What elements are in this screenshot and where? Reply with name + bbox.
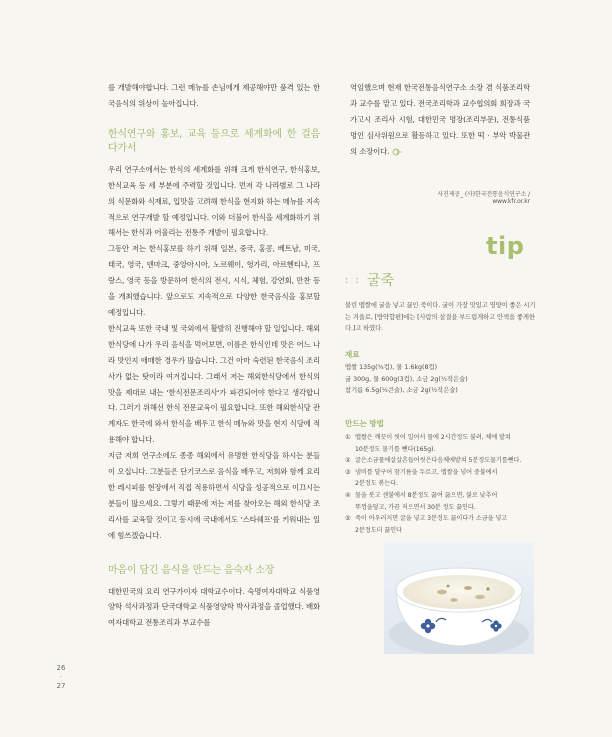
page-number-left: 26 bbox=[56, 664, 66, 672]
step-line: 냄비를 달구어 참기름을 두르고, 멥쌀을 넣어 중불에서 bbox=[355, 468, 498, 476]
step-line: 2분정도 볶는다. bbox=[355, 480, 398, 488]
ingredient-line: 굴 300g, 물 600g(3컵), 소금 2g(½작은술) bbox=[345, 375, 468, 383]
step-line: 멥쌀은 깨끗이 씻어 일어서 물에 2시간정도 불려, 체에 밭쳐 bbox=[355, 434, 511, 441]
method-heading: 만드는 방법 bbox=[345, 419, 384, 428]
tip-title bbox=[345, 270, 394, 290]
section1-paragraph-1: 우리 연구소에서는 한식의 세계화를 위해 크게 한식연구, 한식홍보, 한식교육 등 세 부분에 주력할 것입니다. 먼저 각 나라별로 그 나라의 식문화와 식재료, 입맛을 고려해 한식을 현지화 하는 메뉴를 지속적으로 연구개발 할 예정입니다. 이와 더불어 한식을 세계화하기 위해서는 한식과 어울리는 전통주 개발이 필요합니다. bbox=[108, 164, 320, 238]
ingredients-heading: 재료 bbox=[345, 350, 360, 359]
ingredient-line: 참기름 6.5g(½큰술), 소금 2g(½작은술) bbox=[345, 387, 458, 394]
bio-text: 역임했으며 현재 한국전통음식연구소 소장 겸 식품조리학과 교수를 맡고 있다. 전국조리학과 교수협의회 회장과 국가고시 조리사 시험, 대한민국 명장(조리부문), 전통식품명인 심사위원으로 활동하고 있다. 또한 떡 · 부악 박물관의 소장이다. bbox=[350, 83, 530, 156]
page-numbers bbox=[56, 664, 66, 691]
section1-paragraph-3: 한식교육 또한 국내 및 국외에서 활발히 진행해야 할 일입니다. 해외 한식당에 나가 우리 음식을 먹어보면, 이름은 한식인데 맛은 어느 나라 맛인지 애매한 경우가 많습니다. 그건 아마 숙련된 한국음식 조리사가 없는 탓이라 여겨집니다. 그래서 저는 해외한식당에서 한식의 맛을 제대로 내는 '한식전문조리사'가 파견되어야 한다고 생각합니다. 그러기 위해선 한식 전문교육이 필요합니다. 또한 해외한식당 관계자도 한국에 와서 한식을 배우고 한식 메뉴와 맛을 현지 식당에 적용해야 합니다. bbox=[108, 323, 320, 445]
method-step bbox=[345, 432, 545, 455]
bio-paragraph bbox=[350, 80, 530, 160]
ingredient-line: 멥쌀 135g(¾컵), 물 1.6kg(8컵) bbox=[345, 364, 438, 371]
step-line: 뚜껑을덮고, 가끔 저으면서 30분 정도 끓인다. bbox=[355, 503, 476, 511]
section1-paragraph-4: 지금 저희 연구소에도 종종 해외에서 유명한 한식당을 하시는 분들이 오십니다. 그분들은 단기코스로 음식을 배우고, 저희와 함께 요리한 레시피를 현장에서 직접 적용하면서 식당을 성공적으로 이끄시는 분들이 많으세요. 그렇기 때문에 저는 저를 찾아오는 해외 한식당 조리사를 교육할 것이고 동시에 국내에서도 '스타쉐프'를 키워내는 일에 힘쓰겠습니다. bbox=[108, 451, 320, 540]
tip-description-text: 불린 멥쌀에 굴을 넣고 끓인 죽이다. 굴이 가장 맛있고 영양이 좋은 시기는 겨울로, [방약합편]에는 [사람의 살결을 부드럽게하고 안색을 좋게한다.]고 하였다. bbox=[345, 302, 536, 332]
method-step bbox=[345, 455, 545, 467]
porridge-bowl-illustration bbox=[384, 542, 534, 654]
method-step bbox=[345, 490, 545, 513]
photo-credit: 사진제공_ (사)한국전통음식연구소 / www.kfr.or.kr bbox=[437, 191, 530, 205]
section2-paragraph: 대한민국의 요리 연구가이자 대학교수이다. 숙명여자대학교 식품영양학 석사과정과 단국대학교 식품영양학 박사과정을 졸업했다. 배화여자대학교 전통조리과 부교수를 bbox=[108, 586, 320, 628]
ingredients-list bbox=[345, 362, 545, 397]
tip-description bbox=[345, 300, 537, 335]
section1-heading: 한식연구와 홍보, 교육 등으로 세계화에 한 걸음 다가서 bbox=[108, 128, 320, 154]
oyster-porridge-photo bbox=[384, 542, 534, 654]
step-line: 물을 붓고 센불에서 8분정도 끓여 끓으면, 불로 낮추어 bbox=[355, 491, 498, 499]
step-number: ① bbox=[345, 434, 351, 441]
left-column bbox=[108, 80, 320, 631]
method-steps bbox=[345, 432, 545, 536]
section1-paragraph-2: 그동안 저는 한식홍보를 하기 위해 일본, 중국, 홍콩, 베트남, 미국, 태국, 영국, 덴마크, 중앙아시아, 노르웨이, 헝가리, 아르헨티나, 프랑스, 영국 등을 방문하여 한식의 전시, 시식, 체험, 강연회, 만찬 등을 개최했습니다. 앞으로도 지속적으로 다양한 한국음식을 홍보할 예정입니다. bbox=[108, 244, 320, 317]
step-line: 10분정도 물기를 뺀다(165g). bbox=[355, 445, 436, 453]
step-line: 굴은소금물에살살흔들어씻은다음체에밭쳐 5분정도물기를뺀다. bbox=[355, 457, 522, 465]
method-step bbox=[345, 513, 545, 536]
method-step bbox=[345, 467, 545, 490]
page-number-separator: · bbox=[59, 673, 63, 681]
step-number: ⑤ bbox=[345, 515, 351, 523]
step-line: 죽이 어우러지면 굴을 넣고 3분정도 끓이다가 소금을 넣고 bbox=[355, 515, 508, 523]
step-number: ③ bbox=[345, 468, 351, 476]
step-number: ④ bbox=[345, 491, 351, 499]
right-column-bio bbox=[350, 80, 530, 160]
tip-title-dots: : : bbox=[345, 275, 361, 286]
tip-label: tip bbox=[486, 232, 525, 260]
end-mark-icon bbox=[392, 148, 403, 156]
intro-paragraph: 를 개발해야합니다. 그런 메뉴를 손님에게 제공해야만 품격 있는 한국음식의 위상이 높아집니다. bbox=[108, 83, 320, 108]
step-number: ② bbox=[345, 457, 351, 465]
tip-title-text: 굴죽 bbox=[366, 273, 394, 289]
page-number-right: 27 bbox=[56, 682, 66, 690]
section2-heading: 마음이 담긴 음식을 만드는 음숙자 소장 bbox=[108, 564, 275, 576]
step-line: 2분정도더 끓인다 bbox=[355, 526, 402, 534]
